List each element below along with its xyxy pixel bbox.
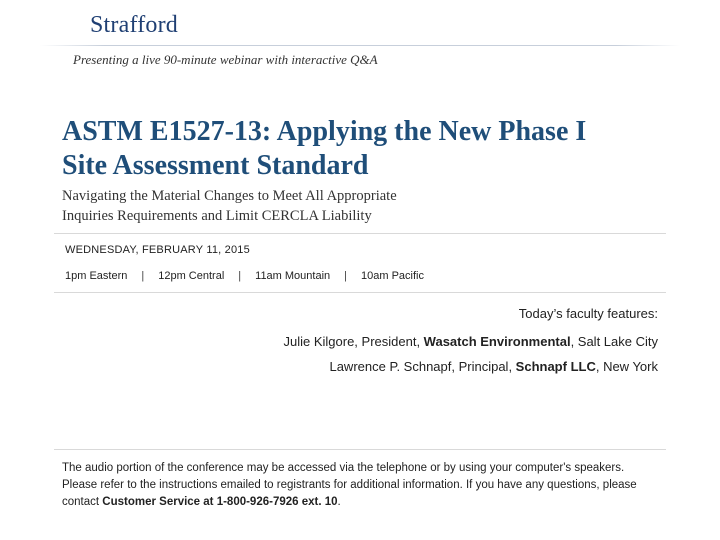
footer-notice: [62, 460, 662, 511]
faculty-member: [283, 334, 658, 349]
faculty-location: , Salt Lake City: [570, 334, 658, 349]
webinar-date: WEDNESDAY, FEBRUARY 11, 2015: [65, 244, 250, 256]
webinar-tagline: Presenting a live 90-minute webinar with interactive Q&A: [73, 52, 378, 67]
subtitle-line-1: Navigating the Material Changes to Meet All Appropriate: [62, 188, 397, 204]
strafford-logo: Strafford: [90, 12, 179, 38]
time-separator: |: [141, 270, 145, 282]
footer-text: The audio portion of the conference may be accessed via the telephone or by using your computer's speakers. Please refer to the instructions emailed to registrants for additional information. If you have any questions, please contact: [62, 462, 637, 508]
header-divider: [40, 45, 680, 46]
time-mountain: 11am Mountain: [255, 270, 331, 282]
webinar-times: [65, 270, 424, 282]
customer-service-contact: Customer Service at 1-800-926-7926 ext. 10: [102, 496, 338, 508]
section-divider-bottom: [54, 449, 666, 450]
time-pacific: 10am Pacific: [361, 270, 424, 282]
title-line-1: ASTM E1527-13: Applying the New Phase I: [62, 116, 587, 147]
section-divider-middle: [54, 292, 666, 293]
section-divider-top: [54, 233, 666, 234]
page-title: [62, 115, 662, 183]
faculty-location: , New York: [595, 359, 658, 374]
footer-end: .: [337, 496, 341, 508]
subtitle-line-2: Inquiries Requirements and Limit CERCLA Liability: [62, 208, 372, 224]
faculty-name-title: Julie Kilgore, President,: [283, 334, 424, 349]
page-subtitle: [62, 186, 482, 226]
faculty-heading: Today’s faculty features:: [518, 306, 658, 321]
time-eastern: 1pm Eastern: [65, 270, 128, 282]
time-central: 12pm Central: [158, 270, 225, 282]
time-separator: |: [344, 270, 348, 282]
time-separator: |: [238, 270, 242, 282]
faculty-member: [329, 359, 658, 374]
faculty-organization: Wasatch Environmental: [423, 334, 571, 349]
faculty-name-title: Lawrence P. Schnapf, Principal,: [329, 359, 516, 374]
title-line-2: Site Assessment Standard: [62, 150, 369, 181]
faculty-organization: Schnapf LLC: [515, 359, 596, 374]
